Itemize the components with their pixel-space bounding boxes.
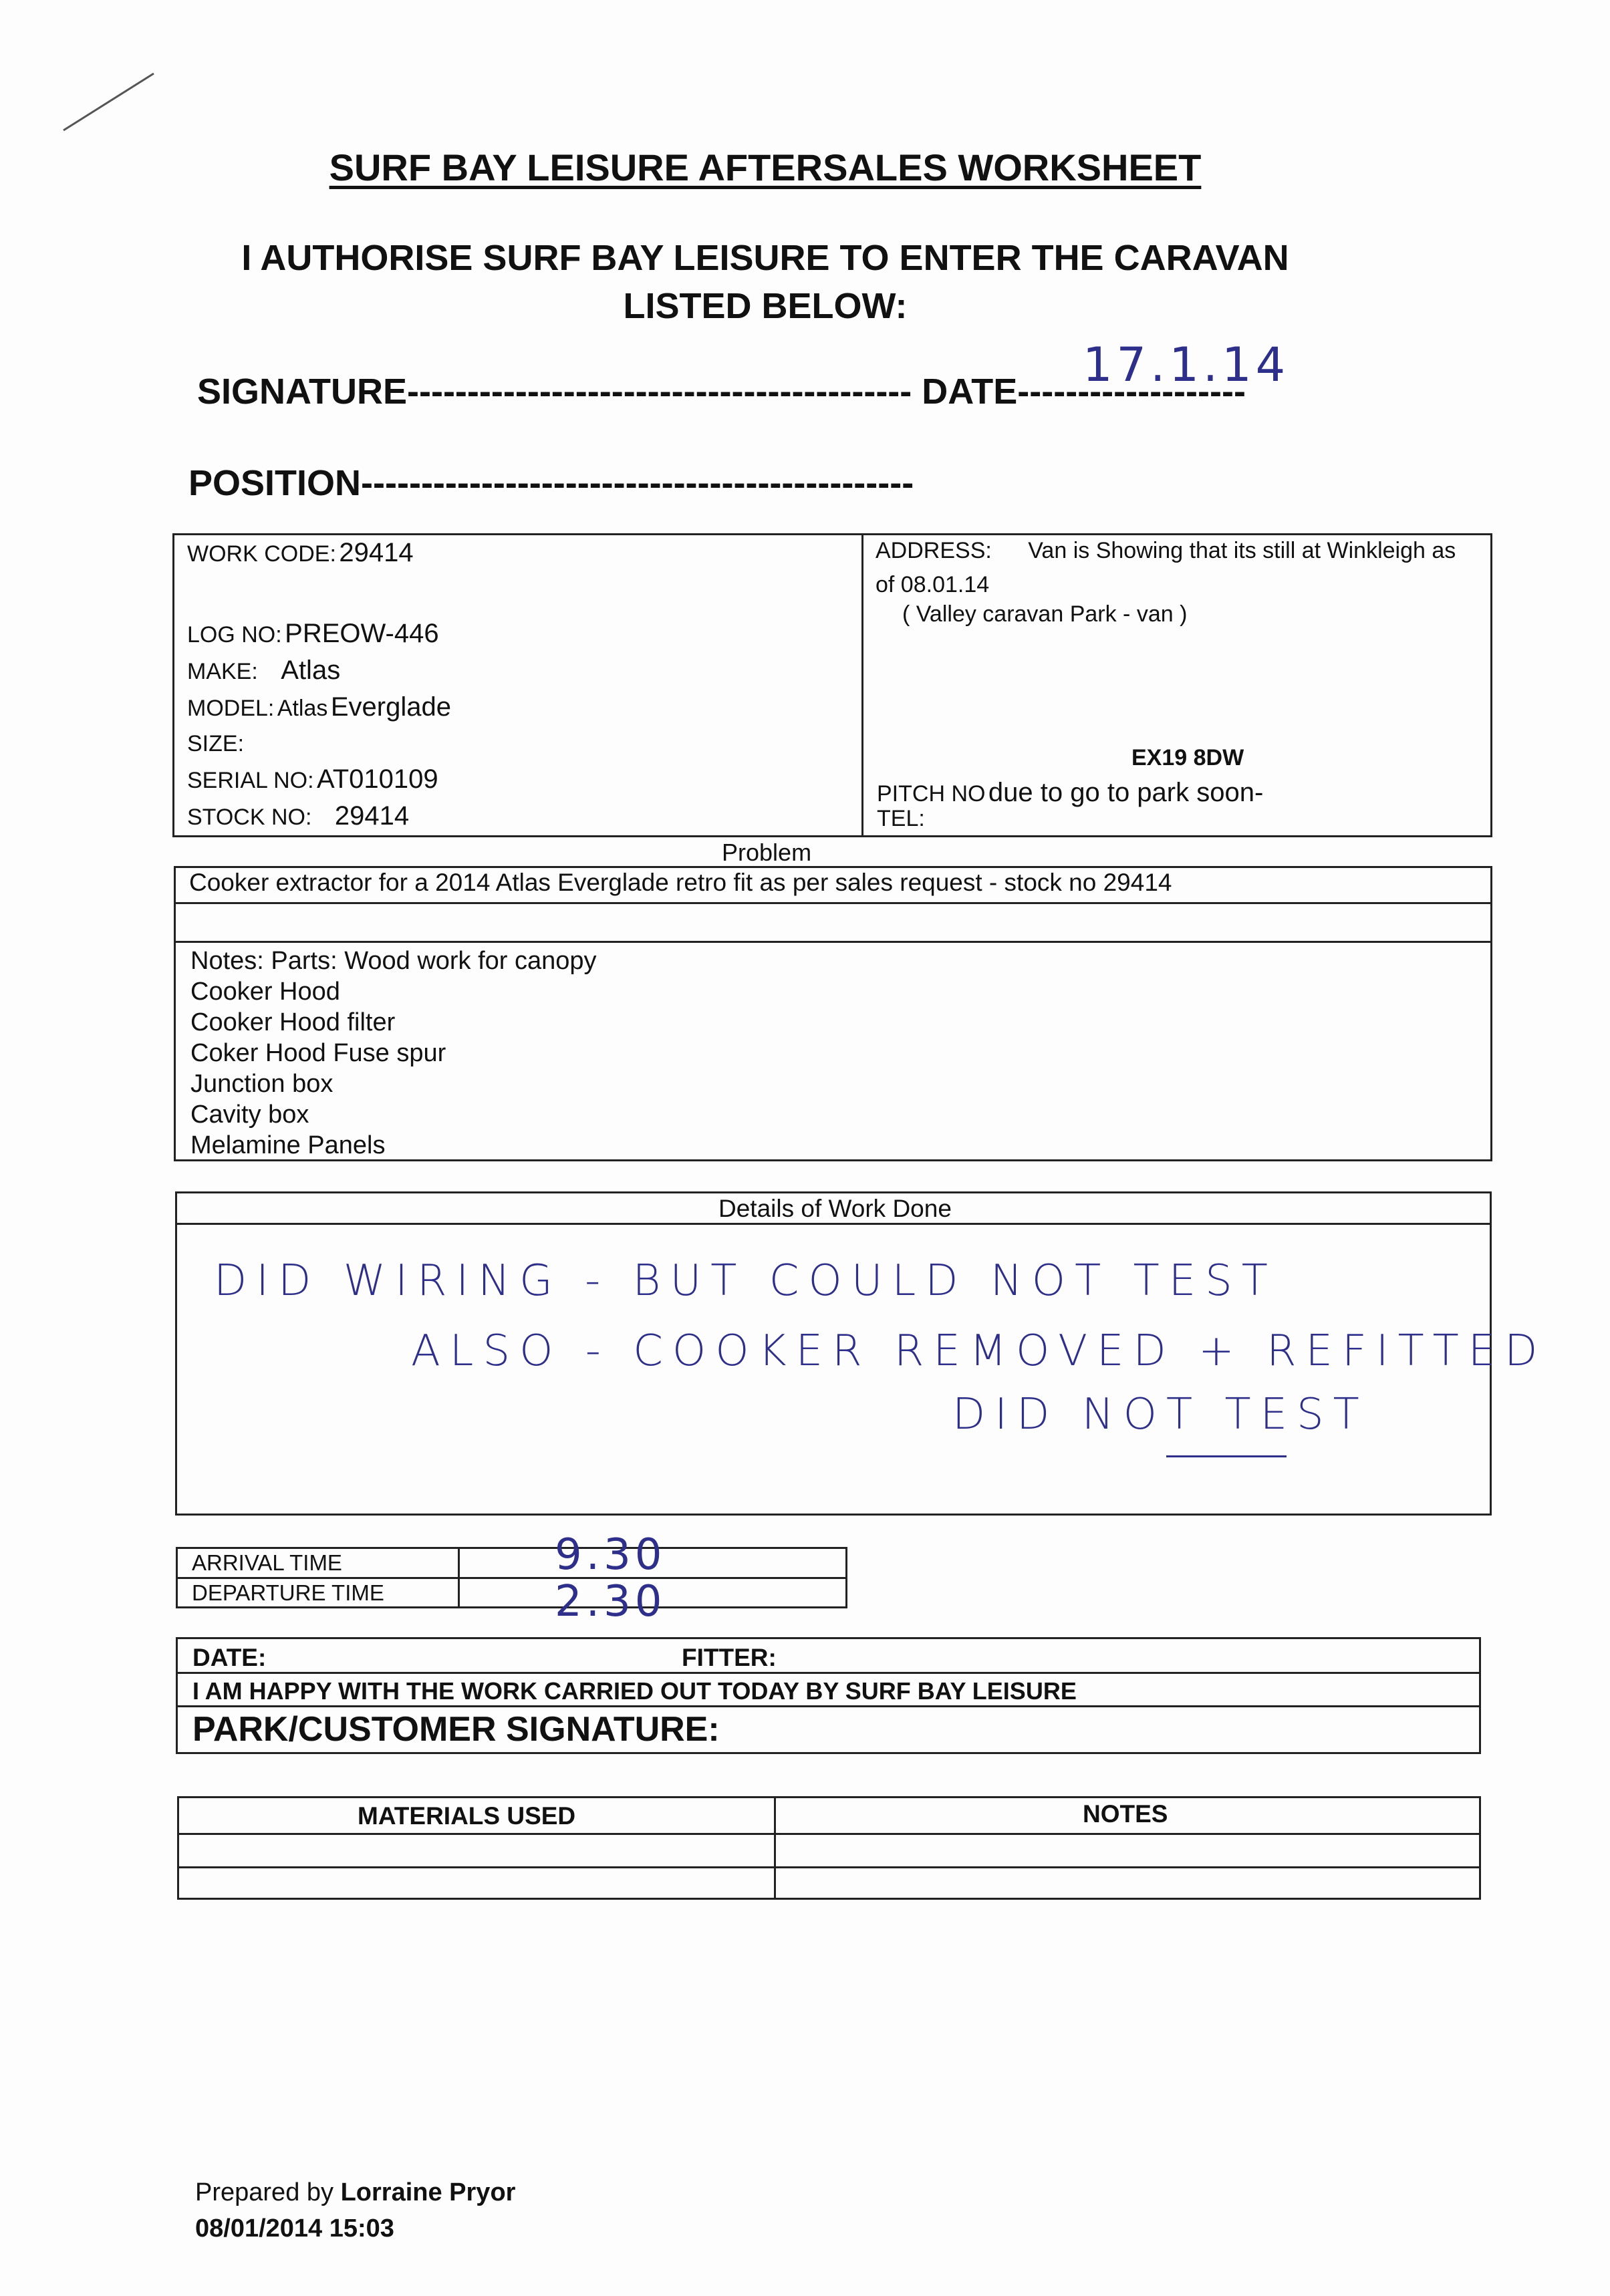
work-done-heading: Details of Work Done: [718, 1195, 952, 1222]
make-row: [187, 655, 451, 692]
arrival-time-value: 9.30: [555, 1530, 666, 1580]
model-label: MODEL:: [187, 696, 275, 721]
tel-label: TEL:: [877, 806, 925, 831]
work-code-row: [187, 538, 414, 568]
position-line: POSITION----------------------------------------------: [188, 463, 914, 503]
prepared-timestamp: 08/01/2014 15:03: [195, 2214, 394, 2243]
log-no-label: LOG NO:: [187, 622, 282, 648]
parts-note-item: Junction box: [190, 1070, 333, 1098]
van-spec-list: [187, 618, 451, 837]
address-line-3: ( Valley caravan Park - van ): [902, 601, 1188, 627]
prepared-by-label: Prepared by: [195, 2178, 334, 2206]
parts-note-item: Cavity box: [190, 1101, 309, 1129]
parts-note-item: Melamine Panels: [190, 1131, 386, 1159]
departure-time-label: DEPARTURE TIME: [192, 1580, 384, 1605]
address-line-1: [876, 536, 1490, 570]
date-label: DATE-------------------: [922, 372, 1246, 412]
stock-row: [187, 801, 451, 837]
materials-row-line-1: [177, 1833, 1481, 1835]
problem-heading: Problem: [722, 839, 812, 866]
customer-signature-label: PARK/CUSTOMER SIGNATURE:: [192, 1710, 720, 1749]
details-divider: [861, 533, 863, 837]
log-no-row: [187, 618, 451, 655]
work-done-line-1: DID WIRING - BUT COULD NOT TEST: [214, 1256, 1277, 1306]
parts-notes-list: [190, 946, 597, 1161]
happy-statement: I AM HAPPY WITH THE WORK CARRIED OUT TODAY BY SURF BAY LEISURE: [192, 1677, 1077, 1705]
prepared-by: [195, 2178, 515, 2207]
serial-row: [187, 764, 451, 801]
date-handwritten: 17.1.14: [1083, 337, 1290, 392]
make-label: MAKE:: [187, 659, 258, 684]
parts-note-item: Coker Hood Fuse spur: [190, 1039, 446, 1067]
work-code-value: 29414: [339, 538, 414, 567]
model-value: Everglade: [330, 692, 451, 722]
materials-used-heading: MATERIALS USED: [358, 1802, 576, 1830]
notes-heading: NOTES: [1083, 1800, 1168, 1828]
problem-row-line-1: [174, 902, 1492, 904]
stock-value: 29414: [334, 801, 410, 831]
signoff-line-2: [176, 1705, 1481, 1707]
authorisation-line-2: LISTED BELOW:: [623, 286, 908, 326]
times-col-line: [458, 1547, 460, 1608]
worksheet-title: SURF BAY LEISURE AFTERSALES WORKSHEET: [329, 146, 1202, 188]
materials-col-line: [774, 1796, 776, 1900]
pitch-value: due to go to park soon-: [988, 778, 1264, 807]
address-block: [876, 536, 1490, 629]
signoff-date-label: DATE:: [192, 1644, 267, 1671]
departure-time-value: 2.30: [555, 1577, 666, 1626]
work-done-line-2: ALSO - COOKER REMOVED + REFITTED: [411, 1326, 1547, 1376]
signoff-line-1: [176, 1672, 1481, 1674]
work-code-label: WORK CODE:: [187, 541, 336, 567]
size-row: [187, 728, 451, 764]
work-done-line-3: DID NOT TEST: [952, 1390, 1369, 1439]
serial-label: SERIAL NO:: [187, 768, 314, 793]
address-label: ADDRESS:: [876, 538, 992, 563]
authorisation-line-1: I AUTHORISE SURF BAY LEISURE TO ENTER THE CARAVAN: [241, 238, 1289, 278]
signature-label: SIGNATURE------------------------------------------: [197, 372, 912, 412]
stock-label: STOCK NO:: [187, 805, 312, 830]
parts-note-item: Cooker Hood filter: [190, 1008, 396, 1036]
size-label: SIZE:: [187, 731, 245, 756]
authorisation-statement: [0, 234, 1530, 330]
postcode: EX19 8DW: [1131, 745, 1244, 770]
pitch-label: PITCH NO: [877, 781, 986, 807]
pitch-row: [877, 778, 1263, 808]
times-row-line: [176, 1577, 847, 1579]
arrival-time-label: ARRIVAL TIME: [192, 1550, 342, 1575]
pen-mark: [60, 67, 160, 140]
address-text-1: Van is Showing that its still at Winkleigh as: [1028, 538, 1456, 563]
work-done-heading-line: [175, 1223, 1492, 1225]
log-no-value: PREOW-446: [285, 619, 439, 648]
model-row: [187, 692, 451, 728]
problem-description: Cooker extractor for a 2014 Atlas Everglade retro fit as per sales request - stock no 29414: [189, 869, 1172, 896]
serial-value: AT010109: [317, 764, 438, 794]
fitter-label: FITTER:: [682, 1644, 777, 1671]
prepared-by-name: Lorraine Pryor: [340, 2178, 516, 2206]
parts-note-item: Notes: Parts: Wood work for canopy: [190, 947, 597, 975]
address-line-2: of 08.01.14: [876, 572, 990, 597]
materials-row-line-2: [177, 1866, 1481, 1868]
make-value: Atlas: [281, 656, 341, 685]
parts-note-item: Cooker Hood: [190, 978, 340, 1006]
model-prefix: Atlas: [277, 696, 328, 721]
problem-row-line-2: [174, 941, 1492, 943]
underline-mark: [1166, 1455, 1287, 1457]
